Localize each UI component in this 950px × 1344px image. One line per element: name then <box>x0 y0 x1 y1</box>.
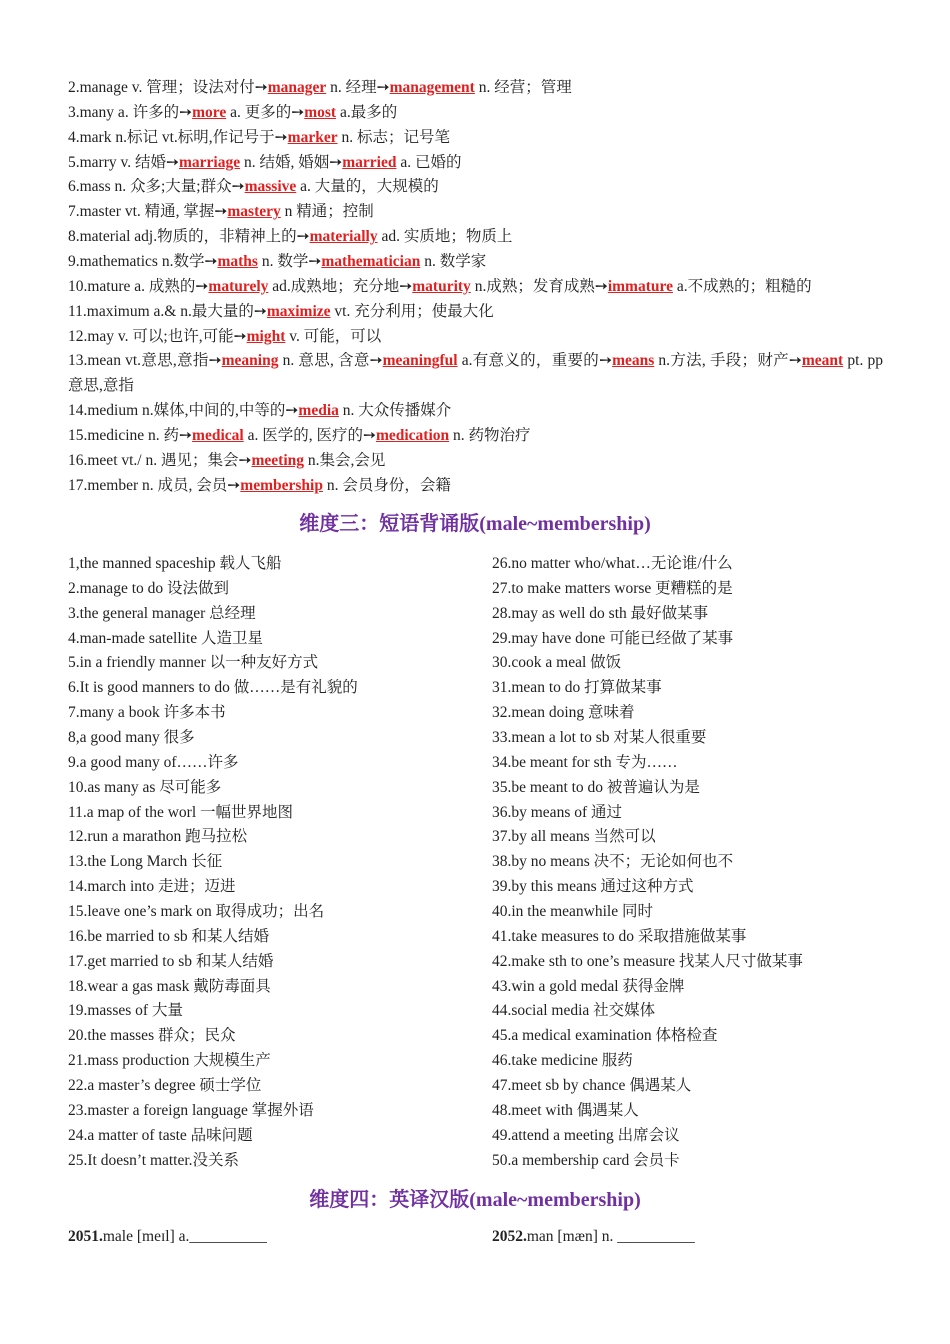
entry-text: a.有意义的，重要的➙ <box>457 352 613 370</box>
entry-text: n. 会员身份，会籍 <box>322 476 451 494</box>
phrase-item: 27.to make matters worse 更糟糕的是 <box>492 579 733 597</box>
derived-word: membership <box>240 476 323 494</box>
phrase-item: 49.attend a meeting 出席会议 <box>492 1126 680 1144</box>
entry-text: a.不成熟的；粗糙的 <box>672 277 812 295</box>
derived-word: maths <box>217 253 258 271</box>
phrase-item: 41.take measures to do 采取措施做某事 <box>492 927 747 945</box>
phrase-item: 13.the Long March 长征 <box>68 853 223 871</box>
phrase-item: 7.many a book 许多本书 <box>68 704 226 722</box>
entry-text: 3.many a. 许多的➙ <box>68 103 193 121</box>
phrase-item: 4.man-made satellite 人造卫星 <box>68 629 263 647</box>
entry-text: 7.master vt. 精通, 掌握➙ <box>68 203 228 221</box>
derived-word: medication <box>375 427 450 445</box>
exercise-item <box>68 1225 267 1249</box>
entry-text: a. 已婚的 <box>396 153 462 171</box>
phrase-item: 36.by means of 通过 <box>492 803 623 821</box>
entry-text: n.方法, 手段；财产➙ <box>654 352 802 370</box>
derived-word: management <box>389 79 475 96</box>
derived-word: most <box>304 103 337 121</box>
derived-word: media <box>298 402 339 420</box>
entry-text: n. 经理➙ <box>326 79 390 96</box>
phrase-item: 47.meet sb by chance 偶遇某人 <box>492 1077 692 1095</box>
phrase-item: 40.in the meanwhile 同时 <box>492 903 653 921</box>
word-entry <box>68 424 531 448</box>
derived-word: massive <box>244 178 297 196</box>
entry-text: a. 大量的，大规模的 <box>296 178 439 196</box>
entry-text: 12.may v. 可以;也许,可能➙ <box>68 327 247 345</box>
entry-text: ad.成熟地；充分地➙ <box>268 277 413 295</box>
phrase-list-right <box>492 552 902 1173</box>
word-entry <box>68 474 451 498</box>
phrase-item: 8,a good many 很多 <box>68 729 195 747</box>
section-heading-translation: 维度四：英译汉版(male~membership) <box>309 1189 641 1211</box>
phrase-item: 24.a matter of taste 品味问题 <box>68 1126 253 1144</box>
entry-text: vt. 充分利用；使最大化 <box>330 302 494 320</box>
exercise-text: male [meɪl] a.__________ <box>102 1228 267 1245</box>
phrase-item: 26.no matter who/what…无论谁/什么 <box>492 555 733 572</box>
phrase-item: 31.mean to do 打算做某事 <box>492 679 662 697</box>
word-entry <box>68 325 381 349</box>
entry-text: n. 数学➙ <box>257 253 322 271</box>
entry-text: 5.marry v. 结婚➙ <box>68 153 179 171</box>
entry-text: 16.meet vt./ n. 遇见；集会➙ <box>68 451 252 469</box>
phrase-item: 28.may as well do sth 最好做某事 <box>492 604 709 622</box>
entry-text: 9.mathematics n.数学➙ <box>68 253 218 271</box>
entry-text: 13.mean vt.意思,意指➙ <box>68 352 222 370</box>
entry-text: ad. 实质地；物质上 <box>377 228 513 246</box>
phrase-item: 39.by this means 通过这种方式 <box>492 878 694 896</box>
entry-text: 2.manage v. 管理；设法对付➙ <box>68 79 268 96</box>
phrase-item: 35.be meant to do 被普遍认为是 <box>492 778 700 796</box>
derived-word: medical <box>192 427 244 445</box>
entry-text: 8.material adj.物质的，非精神上的➙ <box>68 228 310 246</box>
word-entry <box>68 275 812 299</box>
phrase-item: 33.mean a lot to sb 对某人很重要 <box>492 729 707 747</box>
phrase-list-left <box>68 552 478 1173</box>
word-entry <box>68 225 512 249</box>
phrase-item: 11.a map of the worl 一幅世界地图 <box>68 803 294 821</box>
phrase-item: 50.a membership card 会员卡 <box>492 1151 680 1169</box>
word-entry <box>68 300 494 324</box>
word-entry <box>68 449 385 473</box>
phrase-item: 38.by no means 决不；无论如何也不 <box>492 853 734 871</box>
phrase-item: 18.wear a gas mask 戴防毒面具 <box>68 977 271 995</box>
phrase-item: 45.a medical examination 体格检查 <box>492 1027 718 1045</box>
phrase-item: 21.mass production 大规模生产 <box>68 1052 271 1070</box>
phrase-item: 9.a good many of……许多 <box>68 753 239 771</box>
derived-word: more <box>192 103 227 121</box>
entry-text: a. 更多的➙ <box>226 103 305 121</box>
word-entry <box>68 126 450 150</box>
derived-word: maturely <box>208 277 269 295</box>
derived-word: manager <box>267 79 327 96</box>
phrase-item: 25.It doesn’t matter.没关系 <box>68 1151 240 1169</box>
derived-word: marker <box>287 128 338 146</box>
entry-text: n. 结婚, 婚姻➙ <box>240 153 343 171</box>
entry-text: v. 可能，可以 <box>285 327 382 345</box>
entry-text: n.集会,会见 <box>304 451 386 469</box>
section-heading-phrases: 维度三：短语背诵版(male~membership) <box>299 513 651 535</box>
phrase-item: 30.cook a meal 做饭 <box>492 654 622 672</box>
derived-word: meeting <box>251 451 304 469</box>
entry-text: n. 数学家 <box>420 253 487 271</box>
word-entry <box>68 349 883 399</box>
phrase-item: 46.take medicine 服药 <box>492 1052 633 1070</box>
exercise-text: man [mæn] n. __________ <box>526 1228 695 1245</box>
phrase-item: 34.be meant for sth 专为…… <box>492 753 678 771</box>
derived-word: meaningful <box>382 352 458 370</box>
phrase-item: 20.the masses 群众；民众 <box>68 1027 236 1045</box>
word-entry <box>68 101 397 125</box>
phrase-item: 6.It is good manners to do 做……是有礼貌的 <box>68 679 358 697</box>
exercise-number: 2051. <box>68 1228 103 1245</box>
exercise-number: 2052. <box>492 1228 527 1245</box>
entry-text: 14.medium n.媒体,中间的,中等的➙ <box>68 402 299 420</box>
entry-text: 6.mass n. 众多;大量;群众➙ <box>68 178 245 196</box>
entry-text: 15.medicine n. 药➙ <box>68 427 193 445</box>
entry-text: pt. pp 意思,意指 <box>68 352 883 395</box>
derived-word: meant <box>801 352 844 370</box>
entry-text: 4.mark n.标记 vt.标明,作记号于➙ <box>68 128 288 146</box>
entry-text: n. 经营；管理 <box>474 79 572 96</box>
phrase-item: 15.leave one’s mark on 取得成功；出名 <box>68 903 325 921</box>
word-entry <box>68 250 486 274</box>
phrase-item: 37.by all means 当然可以 <box>492 828 656 846</box>
word-entry <box>68 399 451 423</box>
phrase-item: 48.meet with 偶遇某人 <box>492 1101 639 1119</box>
phrase-item: 12.run a marathon 跑马拉松 <box>68 828 248 846</box>
phrase-item: 29.may have done 可能已经做了某事 <box>492 629 734 647</box>
entry-text: n. 意思, 含意➙ <box>278 352 383 370</box>
entry-text: a.最多的 <box>336 103 398 121</box>
derived-word: might <box>246 327 286 345</box>
exercise-item <box>492 1225 695 1249</box>
derived-word: materially <box>309 228 378 246</box>
word-entry <box>68 76 572 100</box>
phrase-item: 42.make sth to one’s measure 找某人尺寸做某事 <box>492 952 803 970</box>
entry-text: n. 药物治疗 <box>449 427 531 445</box>
phrase-item: 10.as many as 尽可能多 <box>68 778 222 796</box>
derived-word: means <box>612 352 655 370</box>
phrase-item: 16.be married to sb 和某人结婚 <box>68 927 270 945</box>
word-entry <box>68 175 439 199</box>
phrase-item: 22.a master’s degree 硕士学位 <box>68 1077 262 1095</box>
phrase-item: 32.mean doing 意味着 <box>492 704 635 722</box>
phrase-item: 5.in a friendly manner 以一种友好方式 <box>68 654 319 672</box>
phrase-item: 19.masses of 大量 <box>68 1002 183 1020</box>
phrase-item: 17.get married to sb 和某人结婚 <box>68 952 274 970</box>
entry-text: n. 大众传播媒介 <box>338 402 452 420</box>
derived-word: maximize <box>266 302 331 320</box>
derived-word: immature <box>607 277 673 295</box>
entry-text: 17.member n. 成员, 会员➙ <box>68 476 241 494</box>
word-entry <box>68 200 374 224</box>
entry-text: n.成熟；发育成熟➙ <box>470 277 608 295</box>
phrase-item: 2.manage to do 设法做到 <box>68 579 230 597</box>
phrase-item: 3.the general manager 总经理 <box>68 604 256 622</box>
phrase-item: 14.march into 走进；迈进 <box>68 878 236 896</box>
entry-text: 11.maximum a.& n.最大量的➙ <box>68 302 267 320</box>
derived-word: mastery <box>227 203 281 221</box>
entry-text: n. 标志；记号笔 <box>337 128 450 146</box>
phrase-item: 1,the manned spaceship 载人飞船 <box>68 555 282 572</box>
derived-word: maturity <box>412 277 471 295</box>
derived-word: marriage <box>179 153 241 171</box>
derived-word: mathematician <box>321 253 421 271</box>
phrase-item: 43.win a gold medal 获得金牌 <box>492 977 685 995</box>
word-entry <box>68 151 461 175</box>
entry-text: n 精通；控制 <box>280 203 374 221</box>
phrase-item: 44.social media 社交媒体 <box>492 1002 656 1020</box>
phrase-item: 23.master a foreign language 掌握外语 <box>68 1101 314 1119</box>
derived-word: married <box>342 153 397 171</box>
entry-text: a. 医学的, 医疗的➙ <box>243 427 376 445</box>
entry-text: 10.mature a. 成熟的➙ <box>68 277 209 295</box>
derived-word: meaning <box>221 352 279 370</box>
